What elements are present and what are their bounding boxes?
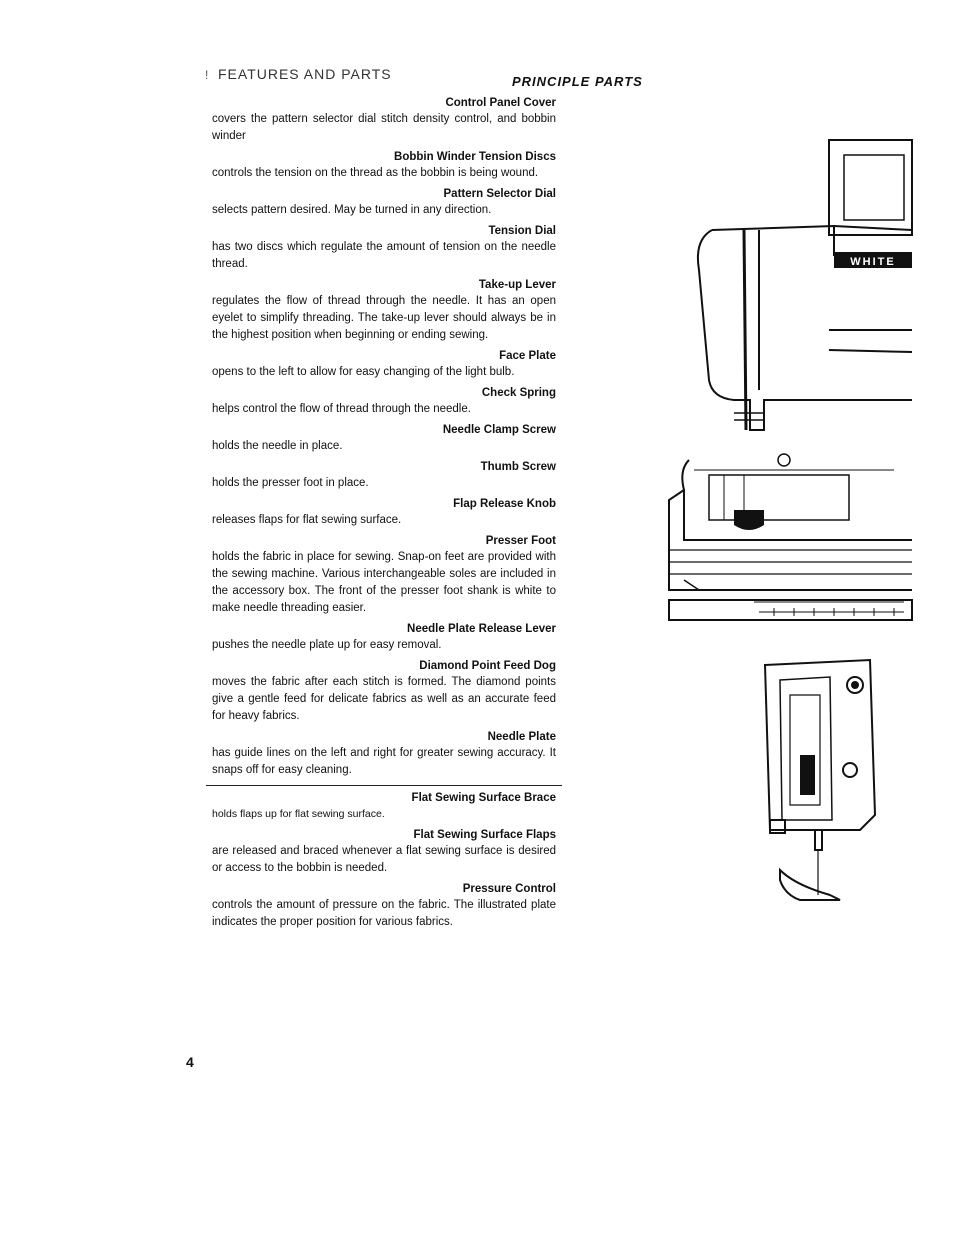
part-entry xyxy=(212,385,556,418)
divider xyxy=(206,785,562,786)
part-description: opens to the left to allow for easy changing of the light bulb. xyxy=(212,366,515,378)
part-entry xyxy=(212,149,556,182)
part-description: regulates the flow of thread through the needle. It has an open eyelet to simplify threading. The take-up lever should always be in the highest position when beginning or ending sewing. xyxy=(212,295,556,341)
part-name: Pattern Selector Dial xyxy=(443,188,556,200)
part-name: Needle Plate xyxy=(487,731,556,743)
page-number: 4 xyxy=(186,1054,194,1070)
part-name: Bobbin Winder Tension Discs xyxy=(394,151,556,163)
part-name: Check Spring xyxy=(481,387,556,399)
part-name: Face Plate xyxy=(499,350,556,362)
part-description: moves the fabric after each stitch is formed. The diamond points give a gentle feed for delicate fabrics as well as an accurate feed for heavy fabrics. xyxy=(212,676,556,722)
part-description: has two discs which regulate the amount of tension on the needle thread. xyxy=(212,241,556,270)
part-entry xyxy=(212,729,556,779)
part-name: Pressure Control xyxy=(462,883,556,895)
part-description: helps control the flow of thread through the needle. xyxy=(212,403,471,415)
part-name: Thumb Screw xyxy=(480,461,556,473)
part-description: controls the amount of pressure on the fabric. The illustrated plate indicates the proper position for various fabrics. xyxy=(212,899,556,928)
part-description: holds the needle in place. xyxy=(212,440,343,452)
part-entry xyxy=(212,95,556,145)
part-entry xyxy=(212,621,556,654)
part-description: pushes the needle plate up for easy removal. xyxy=(212,639,442,651)
part-description: holds the presser foot in place. xyxy=(212,477,369,489)
part-entry xyxy=(212,348,556,381)
part-name: Flat Sewing Surface Flaps xyxy=(413,829,556,841)
part-name: Tension Dial xyxy=(488,225,556,237)
parts-list xyxy=(212,95,556,931)
part-entry xyxy=(212,496,556,529)
part-name: Control Panel Cover xyxy=(445,97,556,109)
part-entry xyxy=(212,790,556,823)
part-description: are released and braced whenever a flat sewing surface is desired or access to the bobbin is needed. xyxy=(212,845,556,874)
part-description: has guide lines on the left and right for greater sewing accuracy. It snaps off for easy cleaning. xyxy=(212,747,556,776)
part-description: holds flaps up for flat sewing surface. xyxy=(212,808,385,820)
part-entry xyxy=(212,881,556,931)
part-name: Diamond Point Feed Dog xyxy=(419,660,556,672)
part-entry xyxy=(212,658,556,725)
part-description: releases flaps for flat sewing surface. xyxy=(212,514,402,526)
part-name: Flat Sewing Surface Brace xyxy=(411,792,556,804)
part-name: Take-up Lever xyxy=(478,279,556,291)
part-description: holds the fabric in place for sewing. Snap-on feet are provided with the sewing machine. Various interchangeable soles are included in the accessory box. The front of the presser foot shank is white to make needle threading easier. xyxy=(212,551,556,614)
sewing-machine-illustration xyxy=(664,130,914,630)
brand-label: WHITE xyxy=(850,256,896,268)
section-title: FEATURES AND PARTS xyxy=(218,66,392,82)
part-entry xyxy=(212,422,556,455)
part-name: Needle Clamp Screw xyxy=(442,424,556,436)
side-view-illustration xyxy=(760,655,880,905)
part-description: selects pattern desired. May be turned in any direction. xyxy=(212,204,492,216)
part-name: Needle Plate Release Lever xyxy=(407,623,556,635)
page-title: PRINCIPLE PARTS xyxy=(512,74,643,89)
part-description: controls the tension on the thread as the bobbin is being wound. xyxy=(212,167,539,179)
part-name: Presser Foot xyxy=(485,535,556,547)
part-description: covers the pattern selector dial stitch density control, and bobbin winder xyxy=(212,113,556,142)
part-name: Flap Release Knob xyxy=(453,498,556,510)
part-entry xyxy=(212,277,556,344)
part-entry xyxy=(212,223,556,273)
part-entry xyxy=(212,186,556,219)
part-entry xyxy=(212,533,556,617)
part-entry xyxy=(212,827,556,877)
section-mark: ! xyxy=(205,68,209,82)
part-entry xyxy=(212,459,556,492)
